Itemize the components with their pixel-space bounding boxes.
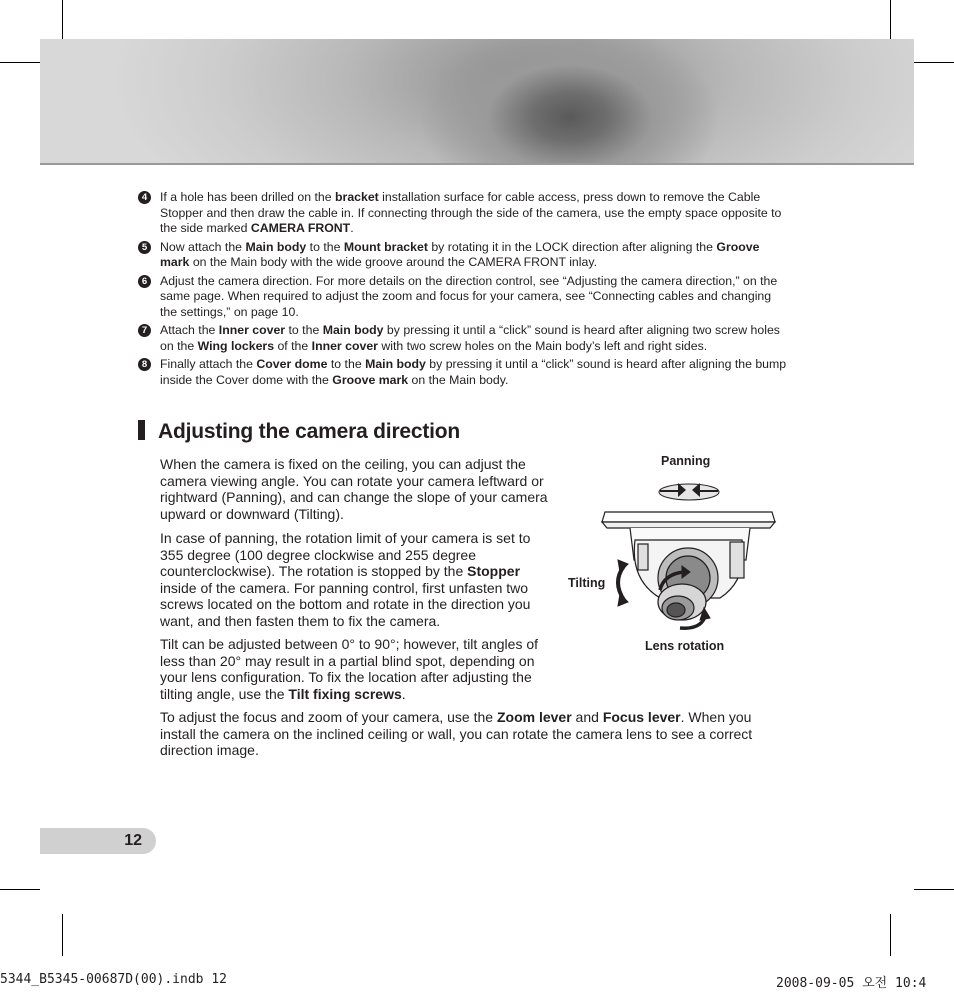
lens-rotation-label: Lens rotation	[645, 639, 725, 653]
text-run: and	[571, 709, 603, 725]
step-number-badge: 7	[138, 324, 151, 337]
bold-term: Inner cover	[218, 323, 286, 337]
bold-term: Main body	[245, 239, 307, 254]
text-run: by rotating it in the LOCK direction after aligning the	[427, 239, 717, 254]
paragraph-intro	[160, 456, 555, 522]
bold-term: CAMERA FRONT	[250, 221, 351, 235]
text-run: In case of panning, the rotation limit of your camera is set to 355 degree (100 degree clockwise and 255 degree counterclockwise). The rotation is stopped by the	[160, 530, 531, 579]
paragraph-focus-zoom	[160, 709, 780, 759]
bold-term: Main body	[365, 357, 426, 371]
text-run: inside of the camera. For panning control, first unfasten two screws located on the bottom and rotate in the direction you want, and then fasten them to fix the camera.	[160, 579, 531, 629]
bold-term: Main body	[322, 323, 384, 337]
tilting-label: Tilting	[568, 576, 606, 590]
crop-mark	[914, 889, 954, 890]
step-text	[160, 240, 759, 270]
text-run: Finally attach the	[160, 357, 257, 371]
bold-term: Focus lever	[602, 709, 681, 725]
panning-arrow-icon	[659, 483, 719, 500]
text-run: to the	[285, 323, 323, 337]
text-run: on the Main body.	[408, 372, 509, 387]
footer-file-info: 5344_B5345-00687D(00).indb 12	[0, 972, 227, 987]
text-run: To adjust the focus and zoom of your camera, use the	[160, 709, 497, 725]
crop-mark	[62, 914, 63, 956]
paragraph-text	[160, 530, 555, 629]
camera-body	[634, 540, 744, 620]
step-text	[160, 274, 777, 319]
text-run: Tilt can be adjusted between 0° to 90°; however, tilt angles of less than 20° may result in a partial blind spot, depending on your lens configuration. To fix the location after adjusting the tilting angle, use the	[160, 636, 539, 702]
step-number-badge: 8	[138, 358, 151, 371]
section-title-text: Adjusting the camera direction	[158, 420, 461, 443]
bold-term: Wing lockers	[197, 338, 275, 353]
camera-direction-diagram	[560, 470, 790, 640]
text-run: on the Main body with the wide groove around the CAMERA FRONT inlay.	[189, 255, 597, 269]
step-item	[138, 323, 788, 354]
step-text	[160, 357, 786, 387]
crop-mark	[914, 62, 954, 63]
paragraph-text	[160, 709, 780, 759]
step-text	[160, 190, 781, 235]
bold-term: Cover dome	[256, 357, 328, 371]
text-run: to the	[327, 357, 366, 371]
text-run: Adjust the camera direction. For more details on the direction control, see “Adjusting the camera direction,” on the same page. When required to adjust the zoom and focus for your camera, see “Connecting cables and changing the settings,” on page 10.	[160, 273, 778, 319]
text-run: with two screw holes on the Main body’s left and right sides.	[377, 338, 708, 353]
heading-bar	[138, 420, 145, 440]
step-item	[138, 274, 788, 321]
text-run: Now attach the	[160, 239, 246, 254]
header-banner-image	[40, 39, 914, 165]
text-run: Attach the	[160, 323, 219, 337]
tilting-arrow-icon	[618, 560, 628, 606]
text-run: If a hole has been drilled on the	[160, 190, 336, 204]
crop-mark	[0, 62, 40, 63]
step-item	[138, 190, 788, 237]
crop-mark	[0, 889, 40, 890]
step-number-badge: 5	[138, 241, 151, 254]
bold-term: Groove mark	[160, 239, 760, 269]
text-run: of the	[274, 338, 312, 353]
paragraph-panning	[160, 530, 555, 629]
bold-term: Inner cover	[311, 338, 378, 353]
text-run: to the	[306, 239, 344, 254]
bold-term: Groove mark	[332, 372, 409, 387]
text-run: .	[401, 685, 406, 702]
section-heading	[138, 420, 460, 448]
text-run: When the camera is fixed on the ceiling, you can adjust the camera viewing angle. You can rotate your camera leftward or rightward (Panning), and can change the slope of your camera upward or downward (Tilting).	[160, 456, 548, 522]
panning-label: Panning	[661, 454, 711, 468]
step-item	[138, 240, 788, 271]
paragraph-text	[160, 456, 555, 522]
installation-steps	[138, 190, 788, 391]
bold-term: Mount bracket	[343, 239, 428, 254]
bold-term: bracket	[335, 190, 379, 204]
paragraph-text	[160, 636, 555, 702]
text-run: by pressing it until a “click” sound is heard after aligning the bump inside the Cover dome with the	[160, 357, 787, 387]
bold-term: Zoom lever	[496, 709, 572, 725]
text-run: by pressing it until a “click” sound is heard after aligning two screw holes on the	[160, 323, 780, 353]
page-number: 12	[40, 828, 156, 854]
step-item	[138, 357, 788, 388]
crop-mark	[890, 914, 891, 956]
step-text	[160, 323, 780, 353]
crop-mark	[62, 0, 63, 40]
text-run: . When you install the camera on the inclined ceiling or wall, you can rotate the camera lens to see a correct direction image.	[160, 709, 753, 758]
bold-term: Tilt fixing screws	[288, 685, 402, 702]
step-number-badge: 4	[138, 191, 151, 204]
bold-term: Stopper	[467, 563, 521, 579]
crop-mark	[890, 0, 891, 40]
paragraph-tilting	[160, 636, 555, 702]
text-run: installation surface for cable access, press down to remove the Cable Stopper and then draw the cable in. If connecting through the side of the camera, use the empty space opposite to the side marked	[160, 190, 782, 235]
step-number-badge: 6	[138, 275, 151, 288]
footer-timestamp: 2008-09-05 오전 10:4	[776, 976, 927, 991]
text-run: .	[350, 221, 354, 235]
